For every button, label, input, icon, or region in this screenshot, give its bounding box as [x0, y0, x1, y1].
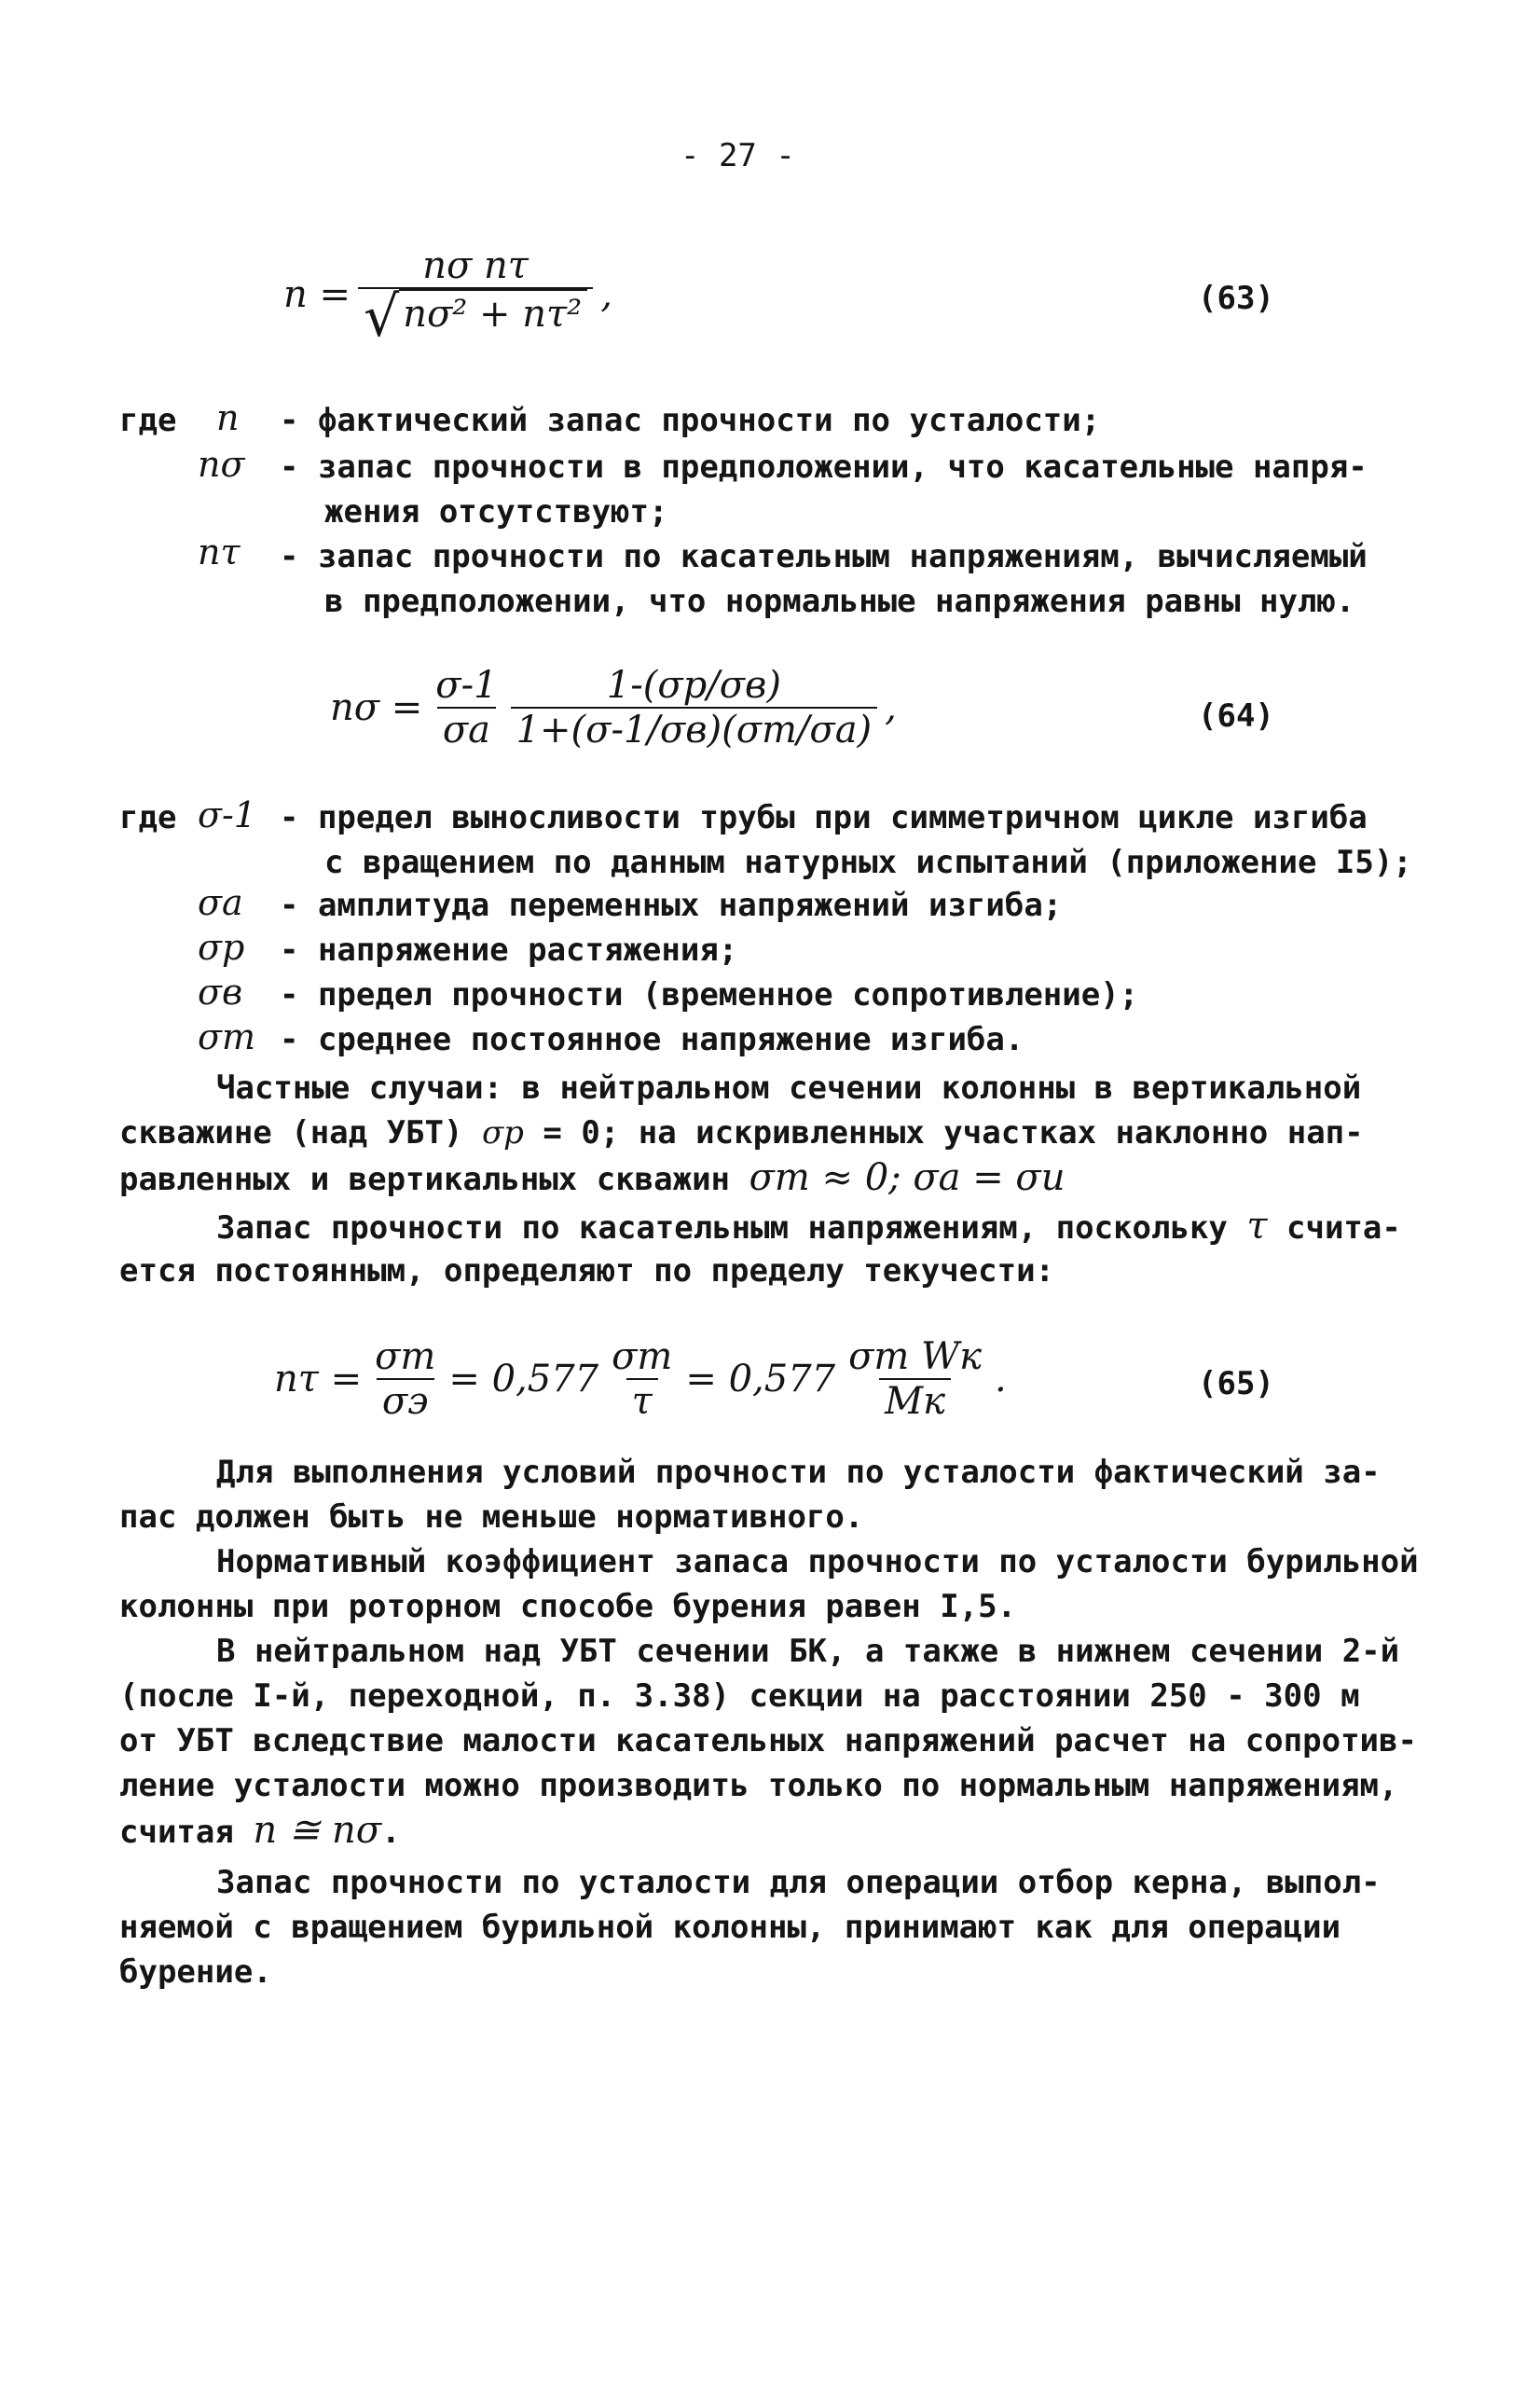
para4-line2: колонны при роторном способе бурения равен I,5. — [119, 1588, 1017, 1625]
equation-63 — [280, 244, 616, 350]
defs64-sym-sigma-p: σp — [198, 927, 245, 968]
defs64-sym-sigma-1: σ-1 — [198, 794, 256, 835]
defs64-cont-sigma-1: с вращением по данным натурных испытаний (приложение I5); — [324, 844, 1412, 881]
defs64-sym-sigma-v: σв — [198, 972, 243, 1013]
para1-sigma-p: σp — [481, 1114, 524, 1152]
eq64-comma: , — [885, 686, 897, 729]
defs63-text-ntau: - запас прочности по касательным напряжениям, вычисляемый — [280, 538, 1368, 575]
defs64-text-sigma-a: - амплитуда переменных напряжений изгиба; — [280, 887, 1063, 924]
eq65-f2-denominator: τ — [626, 1378, 658, 1423]
para2-line2: ется постоянным, определяют по пределу текучести: — [119, 1252, 1055, 1290]
eq65-number: (65) — [1198, 1365, 1274, 1402]
eq65-fraction-3 — [843, 1335, 987, 1423]
para1-line2-a: скважине (над УБТ) — [119, 1114, 463, 1152]
defs64-text-sigma-1: - предел выносливости трубы при симметричном цикле изгиба — [280, 799, 1368, 836]
defs63-lead: где — [119, 402, 177, 439]
para3-line2: пас должен быть не меньше нормативного. — [119, 1498, 864, 1536]
defs63-cont-ntau: в предположении, что нормальные напряжения равны нулю. — [324, 583, 1355, 620]
defs63-sym-ntau: nτ — [198, 531, 241, 573]
para6-line3: бурение. — [119, 1953, 272, 1991]
defs64-text-sigma-p: - напряжение растяжения; — [280, 931, 738, 969]
equation-64 — [326, 664, 901, 752]
eq64-number: (64) — [1198, 697, 1274, 735]
eq65-fraction-2 — [606, 1335, 678, 1423]
eq64-f1-denominator: σa — [437, 707, 496, 752]
defs64-text-sigma-m: - среднее постоянное напряжение изгиба. — [280, 1021, 1024, 1058]
para5-line1: В нейтральном над УБТ сечении БК, а также в нижнем сечении 2-й — [216, 1633, 1400, 1670]
para2-line1-a: Запас прочности по касательным напряжениям, поскольку — [216, 1209, 1228, 1247]
defs63-sym-nsigma: nσ — [198, 444, 245, 485]
defs64-sym-sigma-m: σm — [198, 1016, 255, 1057]
eq65-period: . — [995, 1358, 1007, 1400]
eq64-f2-denominator: 1+(σ-1/σв)(σm/σa) — [511, 707, 878, 752]
para1-line3-a: равленных и вертикальных скважин — [119, 1161, 731, 1198]
eq65-f1-numerator: σт — [375, 1335, 436, 1378]
eq65-mid-1: = 0,577 — [448, 1358, 599, 1400]
defs63-sym-n: n — [216, 397, 240, 438]
eq64-f1-numerator: σ-1 — [435, 664, 498, 707]
para3-line1: Для выполнения условий прочности по усталости фактический за- — [216, 1454, 1381, 1491]
para5-line2: (после I-й, переходной, п. 3.38) секции на расстоянии 250 - 300 м — [119, 1677, 1360, 1715]
eq64-fraction-2 — [511, 664, 878, 752]
para2-tau: τ — [1246, 1205, 1268, 1248]
para2-line1 — [216, 1205, 1401, 1248]
defs64-sym-sigma-a: σa — [198, 882, 243, 923]
eq65-f3-numerator: σт Wк — [848, 1335, 983, 1378]
eq63-number: (63) — [1198, 280, 1274, 317]
eq65-f3-denominator: Mк — [879, 1378, 951, 1423]
para5-relation: n ≅ nσ — [253, 1809, 382, 1852]
para5-line4: ление усталости можно производить только по нормальным напряжениям, — [119, 1767, 1398, 1804]
para1-relations: σm ≈ 0; σa = σи — [749, 1156, 1066, 1199]
eq63-lhs: n = — [283, 273, 351, 316]
eq65-f2-numerator: σт — [612, 1335, 673, 1378]
defs64-lead: где — [119, 799, 177, 836]
para5-line5-b: . — [381, 1814, 401, 1851]
eq63-radicand: nσ² + nτ² — [399, 289, 587, 336]
eq63-comma: , — [600, 273, 612, 316]
eq63-fraction — [358, 244, 593, 350]
sqrt-symbol: √ — [364, 284, 400, 350]
para5-line5 — [119, 1809, 401, 1852]
eq63-numerator: nσ nτ — [422, 244, 529, 287]
page-number: - 27 - — [681, 137, 795, 174]
para1-line1: Частные случаи: в нейтральном сечении колонны в вертикальной — [216, 1069, 1362, 1107]
eq65-fraction-1 — [369, 1335, 441, 1423]
defs64-text-sigma-v: - предел прочности (временное сопротивление); — [280, 976, 1139, 1014]
eq63-denominator — [358, 284, 593, 350]
para1-line3 — [119, 1156, 1066, 1199]
para6-line1: Запас прочности по усталости для операции отбор керна, выпол- — [216, 1864, 1381, 1901]
para2-line1-b: счита- — [1286, 1209, 1401, 1247]
eq64-fraction-1 — [430, 664, 502, 752]
eq65-f1-denominator: σэ — [377, 1378, 434, 1423]
eq64-f2-numerator: 1-(σp/σв) — [606, 664, 781, 707]
para5-line5-a: считая — [119, 1814, 234, 1851]
para1-line2 — [119, 1115, 1364, 1151]
eq65-mid-2: = 0,577 — [685, 1358, 836, 1400]
para1-line2-b: = 0; на искривленных участках наклонно нап- — [543, 1114, 1364, 1152]
equation-65 — [270, 1335, 1011, 1423]
defs63-cont-nsigma: жения отсутствуют; — [324, 493, 668, 531]
para5-line3: от УБТ вследствие малости касательных напряжений расчет на сопротив- — [119, 1722, 1417, 1759]
defs63-text-nsigma: - запас прочности в предположении, что касательные напря- — [280, 448, 1368, 486]
para4-line1: Нормативный коэффициент запаса прочности по усталости бурильной — [216, 1543, 1419, 1580]
eq64-lhs: nσ = — [330, 686, 423, 729]
para6-line2: няемой с вращением бурильной колонны, принимают как для операции — [119, 1909, 1341, 1946]
eq65-lhs: nτ = — [274, 1358, 363, 1400]
defs63-text-n: - фактический запас прочности по усталости; — [280, 402, 1101, 439]
